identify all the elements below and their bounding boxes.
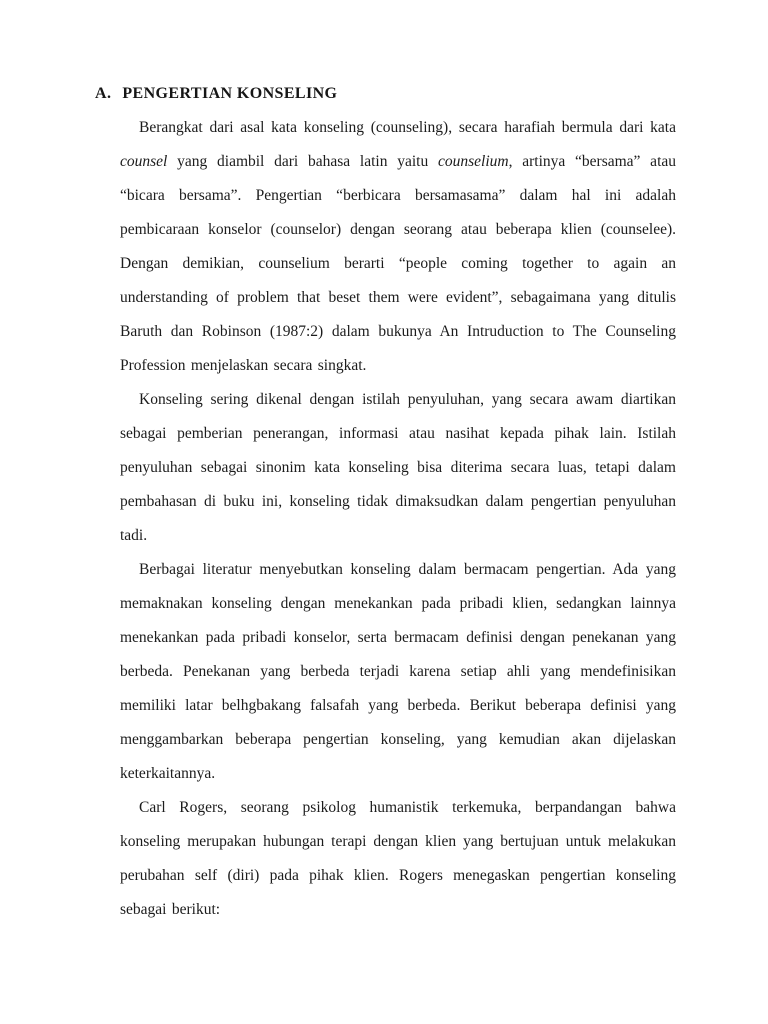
text-run: Konseling sering dikenal dengan istilah penyuluhan, yang secara awam diartikan sebagai pemberian penerangan, informasi atau nasihat kepada pihak lain. Istilah penyuluhan sebagai sinonim kata konseling bisa diterima secara luas, tetapi dalam pembahasan di buku ini, konseling tidak dimaksudkan dalam pengertian penyuluhan tadi. xyxy=(120,391,676,544)
section-heading-title: PENGERTIAN KONSELING xyxy=(122,85,338,102)
paragraph xyxy=(120,111,676,383)
text-run: yang diambil dari bahasa latin yaitu xyxy=(167,153,438,170)
text-run: Berangkat dari asal kata konseling (counseling), secara harafiah bermula dari kata xyxy=(139,119,676,136)
text-run: , artinya “bersama” atau “bicara bersama”. Pengertian “berbicara bersamasama” dalam hal ini adalah pembicaraan konselor (counselor) dengan seorang atau beberapa klien (counselee). Dengan demikian, counselium berarti “people coming together to again an understanding of problem that beset them were evident”, sebagaimana yang ditulis Baruth dan Robinson (1987:2) dalam bukunya An Intruduction to The Counseling Profession menjelaskan secara singkat. xyxy=(120,153,676,374)
section-heading xyxy=(95,84,676,104)
italic-text-run: counselium xyxy=(437,153,509,170)
text-run: Carl Rogers, seorang psikolog humanistik terkemuka, berpandangan bahwa konseling merupakan hubungan terapi dengan klien yang bertujuan untuk melakukan perubahan self (diri) pada pihak klien. Rogers menegaskan pengertian konseling sebagai berikut: xyxy=(120,799,676,918)
paragraph xyxy=(120,553,676,791)
document-body xyxy=(120,111,676,927)
italic-text-run: counsel xyxy=(120,153,168,170)
paragraph xyxy=(120,383,676,553)
paragraph xyxy=(120,791,676,927)
section-heading-number: A. xyxy=(95,85,112,102)
text-run: Berbagai literatur menyebutkan konseling dalam bermacam pengertian. Ada yang memaknakan konseling dengan menekankan pada pribadi klien, sedangkan lainnya menekankan pada pribadi konselor, serta bermacam definisi dengan penekanan yang berbeda. Penekanan yang berbeda terjadi karena setiap ahli yang mendefinisikan memiliki latar belhgbakang falsafah yang berbeda. Berikut beberapa definisi yang menggambarkan beberapa pengertian konseling, yang kemudian akan dijelaskan keterkaitannya. xyxy=(120,561,676,782)
